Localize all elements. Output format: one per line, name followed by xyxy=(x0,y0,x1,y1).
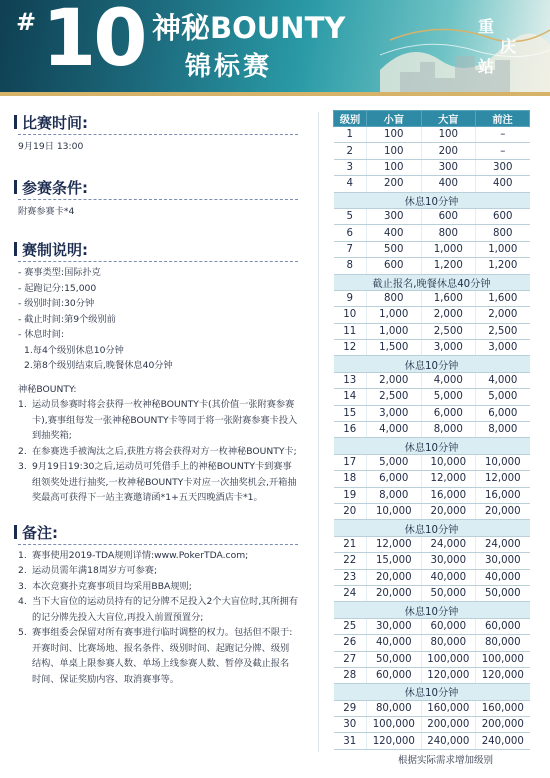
table-cell: 5,000 xyxy=(476,389,530,405)
bounty-item: 1. 运动员参赛时将会获得一枚神秘BOUNTY卡(其价值一张附赛参赛卡),赛事组每发一张神秘BOUNTY卡等同于将一张附赛参赛卡投入到抽奖箱; xyxy=(18,399,298,441)
table-row xyxy=(334,422,530,438)
hash-symbol: # xyxy=(16,8,37,36)
table-cell: 1,500 xyxy=(367,340,422,356)
table-cell: 1,000 xyxy=(421,241,476,257)
table-cell: 18 xyxy=(334,471,367,487)
header-divider xyxy=(0,92,550,96)
table-row xyxy=(334,536,530,552)
section-title-time: 比赛时间: xyxy=(18,112,298,132)
table-cell: 50,000 xyxy=(367,651,422,667)
table-row xyxy=(334,405,530,421)
table-row xyxy=(334,208,530,224)
table-cell: 5 xyxy=(334,208,367,224)
break-label: 休息10分钟 xyxy=(334,684,530,700)
table-cell: 10,000 xyxy=(476,454,530,470)
rule-item: - 起跑记分:15,000 xyxy=(18,282,97,294)
event-number: 10 xyxy=(42,0,145,84)
table-cell: 120,000 xyxy=(421,667,476,683)
table-cell: 3,000 xyxy=(367,405,422,421)
table-cell: 2,000 xyxy=(367,372,422,388)
table-cell: 1,000 xyxy=(367,323,422,339)
event-title: 神秘BOUNTY xyxy=(152,11,346,45)
table-row xyxy=(334,667,530,683)
table-cell: 200 xyxy=(367,176,422,192)
table-row xyxy=(334,487,530,503)
table-cell: 3 xyxy=(334,159,367,175)
table-cell: – xyxy=(476,143,530,159)
table-cell: 15,000 xyxy=(367,553,422,569)
table-row xyxy=(334,340,530,356)
table-cell: 2,000 xyxy=(476,307,530,323)
table-cell: 31 xyxy=(334,733,367,749)
table-footnote: 根据实际需求增加级别 xyxy=(398,755,494,766)
table-cell: 60,000 xyxy=(367,667,422,683)
section-divider xyxy=(18,261,298,262)
table-cell: 12,000 xyxy=(421,471,476,487)
table-cell: 120,000 xyxy=(367,733,422,749)
table-cell: 400 xyxy=(367,225,422,241)
table-row xyxy=(334,290,530,306)
table-cell: 600 xyxy=(367,258,422,274)
break-label: 休息10分钟 xyxy=(334,356,530,372)
table-cell: 27 xyxy=(334,651,367,667)
section-divider xyxy=(18,199,298,200)
table-row xyxy=(334,454,530,470)
rule-item: 1.每4个级别休息10分钟 xyxy=(24,344,124,356)
table-row xyxy=(334,635,530,651)
table-cell: 24,000 xyxy=(421,536,476,552)
table-cell: 160,000 xyxy=(421,700,476,716)
table-cell: 100 xyxy=(367,127,422,143)
table-cell: 19 xyxy=(334,487,367,503)
table-cell: 300 xyxy=(367,208,422,224)
table-cell: 23 xyxy=(334,569,367,585)
table-cell: 5,000 xyxy=(367,454,422,470)
table-cell: 40,000 xyxy=(367,635,422,651)
table-cell: 300 xyxy=(421,159,476,175)
table-cell: 8,000 xyxy=(367,487,422,503)
table-cell: 6,000 xyxy=(476,405,530,421)
table-cell: 1,200 xyxy=(421,258,476,274)
table-cell: 20,000 xyxy=(367,585,422,601)
table-cell: 21 xyxy=(334,536,367,552)
table-cell: – xyxy=(476,127,530,143)
match-time: 9月19日 13:00 xyxy=(18,141,84,152)
table-cell: 16 xyxy=(334,422,367,438)
note-item: 5. 赛事组委会保留对所有赛事进行临时调整的权力。包括但不限于:开赛时间、比赛场地、报名条件、级别时间、起跑记分牌、级别结构、单桌上限参赛人数、单场上线参赛人数、暂停及截止报名时间、保证奖励内容、取消赛事等。 xyxy=(18,627,293,685)
table-cell: 29 xyxy=(334,700,367,716)
break-label: 休息10分钟 xyxy=(334,438,530,454)
table-cell: 4,000 xyxy=(421,372,476,388)
table-cell: 5,000 xyxy=(421,389,476,405)
table-row xyxy=(334,471,530,487)
table-cell: 30,000 xyxy=(367,618,422,634)
break-label: 休息10分钟 xyxy=(334,192,530,208)
table-cell: 8,000 xyxy=(476,422,530,438)
table-cell: 600 xyxy=(421,208,476,224)
table-cell: 16,000 xyxy=(476,487,530,503)
bounty-title: 神秘BOUNTY: xyxy=(18,383,77,395)
table-cell: 28 xyxy=(334,667,367,683)
table-cell: 60,000 xyxy=(421,618,476,634)
table-cell: 16,000 xyxy=(421,487,476,503)
table-cell: 8 xyxy=(334,258,367,274)
table-row xyxy=(334,176,530,192)
table-cell: 100 xyxy=(367,159,422,175)
table-row xyxy=(334,323,530,339)
table-cell: 2,000 xyxy=(421,307,476,323)
break-label: 休息10分钟 xyxy=(334,602,530,618)
break-row xyxy=(334,192,530,208)
table-cell: 800 xyxy=(476,225,530,241)
section-title-entry: 参赛条件: xyxy=(18,177,298,197)
rule-item: - 级别时间:30分钟 xyxy=(18,298,95,309)
table-cell: 2,500 xyxy=(367,389,422,405)
note-item: 2. 运动员需年满18周岁方可参赛; xyxy=(18,565,158,576)
table-cell: 1,600 xyxy=(476,290,530,306)
table-row xyxy=(334,241,530,257)
rule-item: - 赛事类型:国际扑克 xyxy=(18,267,101,278)
table-cell: 4 xyxy=(334,176,367,192)
table-cell: 30 xyxy=(334,717,367,733)
table-cell: 12 xyxy=(334,340,367,356)
table-cell: 300 xyxy=(476,159,530,175)
table-cell: 12,000 xyxy=(476,471,530,487)
blind-structure-table xyxy=(333,110,530,750)
table-row xyxy=(334,585,530,601)
table-cell: 6,000 xyxy=(421,405,476,421)
table-row xyxy=(334,503,530,519)
table-row xyxy=(334,307,530,323)
table-row xyxy=(334,717,530,733)
table-cell: 9 xyxy=(334,290,367,306)
table-body xyxy=(334,127,530,750)
table-cell: 11 xyxy=(334,323,367,339)
table-cell: 14 xyxy=(334,389,367,405)
note-item: 4. 当下大盲位的运动员持有的记分牌不足投入2个大盲位时,其所拥有的记分牌先投入大盲位,再投入前置预置分; xyxy=(18,596,299,623)
table-row xyxy=(334,127,530,143)
table-row xyxy=(334,159,530,175)
bounty-item: 3. 9月19日19:30之后,运动员可凭借手上的神秘BOUNTY卡到赛事组领奖处进行抽奖,一枚神秘BOUNTY卡对应一次抽奖机会,开箱抽奖最高可获得下一站主赛邀请函*1+五天四晚酒店卡*1。 xyxy=(18,461,297,503)
table-cell: 40,000 xyxy=(476,569,530,585)
section-divider xyxy=(18,544,298,545)
table-cell: 400 xyxy=(421,176,476,192)
table-cell: 20,000 xyxy=(367,569,422,585)
table-cell: 80,000 xyxy=(476,635,530,651)
table-cell: 80,000 xyxy=(421,635,476,651)
table-cell: 600 xyxy=(476,208,530,224)
table-cell: 25 xyxy=(334,618,367,634)
table-cell: 50,000 xyxy=(421,585,476,601)
column-divider xyxy=(318,112,319,752)
break-row xyxy=(334,684,530,700)
table-row xyxy=(334,651,530,667)
table-cell: 800 xyxy=(421,225,476,241)
header-small-blind: 小盲 xyxy=(367,111,422,127)
table-cell: 50,000 xyxy=(476,585,530,601)
city-label: 重 庆 站 xyxy=(478,17,517,76)
table-cell: 1,000 xyxy=(476,241,530,257)
table-cell: 12,000 xyxy=(367,536,422,552)
table-cell: 7 xyxy=(334,241,367,257)
break-row xyxy=(334,356,530,372)
break-label: 休息10分钟 xyxy=(334,520,530,536)
table-cell: 20 xyxy=(334,503,367,519)
header-big-blind: 大盲 xyxy=(421,111,476,127)
table-cell: 10 xyxy=(334,307,367,323)
table-cell: 1,200 xyxy=(476,258,530,274)
table-cell: 17 xyxy=(334,454,367,470)
table-cell: 10,000 xyxy=(421,454,476,470)
table-cell: 160,000 xyxy=(476,700,530,716)
table-cell: 10,000 xyxy=(367,503,422,519)
table-cell: 22 xyxy=(334,553,367,569)
rule-item: 2.第8个级别结束后,晚餐休息40分钟 xyxy=(24,360,173,371)
table-cell: 6,000 xyxy=(367,471,422,487)
table-cell: 1,000 xyxy=(367,307,422,323)
break-label: 截止报名,晚餐休息40分钟 xyxy=(334,274,530,290)
table-cell: 24 xyxy=(334,585,367,601)
table-cell: 26 xyxy=(334,635,367,651)
table-cell: 500 xyxy=(367,241,422,257)
table-cell: 100,000 xyxy=(476,651,530,667)
table-cell: 1 xyxy=(334,127,367,143)
table-row xyxy=(334,569,530,585)
table-header-row xyxy=(334,111,530,127)
table-cell: 15 xyxy=(334,405,367,421)
break-row xyxy=(334,602,530,618)
table-row xyxy=(334,372,530,388)
table-cell: 1,600 xyxy=(421,290,476,306)
table-cell: 4,000 xyxy=(476,372,530,388)
header-level: 级别 xyxy=(334,111,367,127)
table-cell: 2 xyxy=(334,143,367,159)
table-cell: 400 xyxy=(476,176,530,192)
table-cell: 13 xyxy=(334,372,367,388)
section-title-notes: 备注: xyxy=(18,522,298,542)
table-cell: 60,000 xyxy=(476,618,530,634)
table-cell: 30,000 xyxy=(476,553,530,569)
table-cell: 100 xyxy=(367,143,422,159)
table-cell: 800 xyxy=(367,290,422,306)
table-row xyxy=(334,733,530,749)
break-row xyxy=(334,438,530,454)
section-title-rules: 赛制说明: xyxy=(18,239,298,259)
table-cell: 200 xyxy=(421,143,476,159)
table-cell: 6 xyxy=(334,225,367,241)
table-cell: 20,000 xyxy=(421,503,476,519)
section-divider xyxy=(18,134,298,135)
table-cell: 30,000 xyxy=(421,553,476,569)
break-row xyxy=(334,274,530,290)
entry-requirement: 附赛参赛卡*4 xyxy=(18,205,75,217)
table-cell: 3,000 xyxy=(476,340,530,356)
table-row xyxy=(334,143,530,159)
table-cell: 80,000 xyxy=(367,700,422,716)
break-row xyxy=(334,520,530,536)
table-row xyxy=(334,225,530,241)
table-cell: 240,000 xyxy=(421,733,476,749)
table-cell: 200,000 xyxy=(421,717,476,733)
table-row xyxy=(334,553,530,569)
table-cell: 100 xyxy=(421,127,476,143)
header-banner xyxy=(0,0,550,92)
bounty-item: 2. 在参赛选手被淘汰之后,获胜方将会获得对方一枚神秘BOUNTY卡; xyxy=(18,445,297,457)
table-row xyxy=(334,389,530,405)
note-item: 1. 赛事使用2019-TDA规则详情:www.PokerTDA.com; xyxy=(18,549,249,561)
table-row xyxy=(334,618,530,634)
table-cell: 100,000 xyxy=(367,717,422,733)
rule-item: - 截止时间:第9个级别前 xyxy=(18,313,116,325)
table-cell: 20,000 xyxy=(476,503,530,519)
rule-item: - 休息时间: xyxy=(18,329,65,340)
table-cell: 3,000 xyxy=(421,340,476,356)
header-ante: 前注 xyxy=(476,111,530,127)
table-row xyxy=(334,700,530,716)
details-column xyxy=(18,112,298,687)
table-row xyxy=(334,258,530,274)
table-cell: 120,000 xyxy=(476,667,530,683)
table-cell: 8,000 xyxy=(421,422,476,438)
table-cell: 200,000 xyxy=(476,717,530,733)
table-cell: 40,000 xyxy=(421,569,476,585)
table-cell: 100,000 xyxy=(421,651,476,667)
table-cell: 2,500 xyxy=(421,323,476,339)
table-cell: 2,500 xyxy=(476,323,530,339)
table-cell: 4,000 xyxy=(367,422,422,438)
table-cell: 24,000 xyxy=(476,536,530,552)
event-subtitle: 锦标赛 xyxy=(185,52,273,82)
table-cell: 240,000 xyxy=(476,733,530,749)
note-item: 3. 本次竞赛扑克赛事项目均采用BBA规则; xyxy=(18,580,192,592)
